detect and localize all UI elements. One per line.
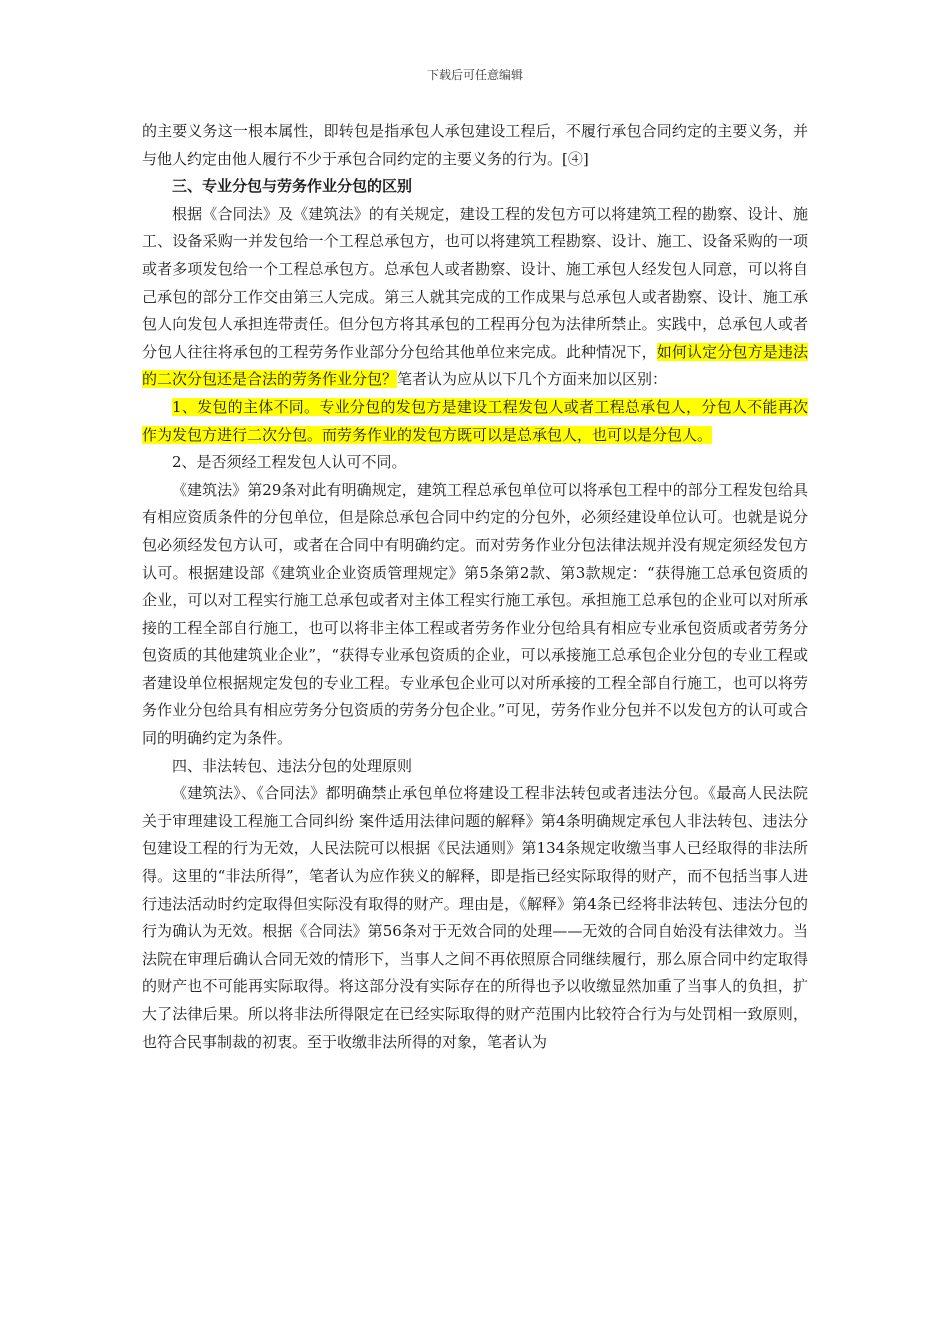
paragraph-contract-law — [142, 201, 808, 394]
paragraph-text: 根据《合同法》及《建筑法》的有关规定，建设工程的发包方可以将建筑工程的勘察、设计、施工、设备采购一并发包给一个工程总承包方，也可以将建筑工程勘察、设计、施工、设备采购的一项或者多项发包给一个工程总承包方。总承包人或者勘察、设计、施工承包人经发包人同意，可以将自己承包的部分工作交由第三人完成。第三人就其完成的工作成果与总承包人或者勘察、设计、施工承包人向发包人承担连带责任。但分包方将其承包的工程再分包为法律所禁止。实践中，总承包人或者分包人往往将承包的工程劳务作业部分分包给其他单位来完成。此种情况下， — [142, 204, 808, 361]
paragraph-continuation: 的主要义务这一根本属性，即转包是指承包人承包建设工程后，不履行承包合同约定的主要义务，并与他人约定由他人履行不少于承包合同约定的主要义务的行为。[④] — [142, 122, 808, 168]
highlighted-question: 如何认定分包方是违法的二次分包还是合法的劳务作业分包？ — [142, 342, 808, 389]
paragraph-text: 笔者认为应从以下几个方面来加以区别： — [397, 370, 668, 389]
paragraph-handling-principles: 《建筑法》、《合同法》都明确禁止承包单位将建设工程非法转包或者违法分包。《最高人民法院关于审理建设工程施工合同纠纷 案件适用法律问题的解释》第4条明确规定承包人非法转包、违法分包建设工程的行为无效，人民法院可以根据《民法通则》第134条规定收缴当事人已经取得的非法所得。这里的“非法所得”，笔者认为应作狭义的解释，即是指已经实际取得的财产，而不包括当事人进行违法活动时约定取得但实际没有取得的财产。理由是，《解释》第4条已经将非法转包、违法分包的行为确认为无效。根据《合同法》第56条对于无效合同的处理——无效的合同自始没有法律效力。当法院在审理后确认合同无效的情形下，当事人之间不再依照原合同继续履行，那么原合同中约定取得的财产也不可能再实际取得。将这部分没有实际存在的所得也予以收缴显然加重了当事人的负担，扩大了法律后果。所以将非法所得限定在已经实际取得的财产范围内比较符合行为与处罚相一致原则，也符合民事制裁的初衷。至于收缴非法所得的对象，笔者认为 — [142, 784, 808, 1051]
paragraph-point-2: 2、是否须经工程发包人认可不同。 — [172, 453, 407, 472]
page-header: 下载后可任意编辑 — [426, 68, 523, 82]
paragraph-point-1 — [142, 394, 808, 449]
paragraph-construction-law: 《建筑法》第29条对此有明确规定，建筑工程总承包单位可以将承包工程中的部分工程发包给具有相应资质条件的分包单位，但是除总承包合同中约定的分包外，必须经建设单位认可。也就是说分包必须经发包方认可，或者在合同中有明确约定。而对劳务作业分包法律法规并没有规定须经发包方认可。根据建设部《建筑业企业资质管理规定》第5条第2款、第3款规定：“获得施工总承包资质的企业，可以对工程实行施工总承包或者对主体工程实行施工承包。承担施工总承包的企业可以对所承接的工程全部自行施工，也可以将非主体工程或者劳务作业分包给具有相应专业承包资质或者劳务分包资质的其他建筑业企业”，“获得专业承包资质的企业，可以承接施工总承包企业分包的专业工程或者建设单位根据规定发包的专业工程。专业承包企业可以对所承接的工程全部自行施工，也可以将劳务作业分包给具有相应劳务分包资质的劳务分包企业。”可见，劳务作业分包并不以发包方的认可或合同的明确约定为条件。 — [142, 480, 808, 748]
section-heading-4: 四、非法转包、违法分包的处理原则 — [172, 756, 413, 775]
highlighted-point-1: 1、发包的主体不同。专业分包的发包方是建设工程发包人或者工程总承包人，分包人不能再次作为发包方进行二次分包。而劳务作业的发包方既可以是总承包人，也可以是分包人。 — [142, 397, 808, 444]
section-heading-3: 三、专业分包与劳务作业分包的区别 — [172, 177, 413, 196]
document-body — [142, 118, 808, 1056]
